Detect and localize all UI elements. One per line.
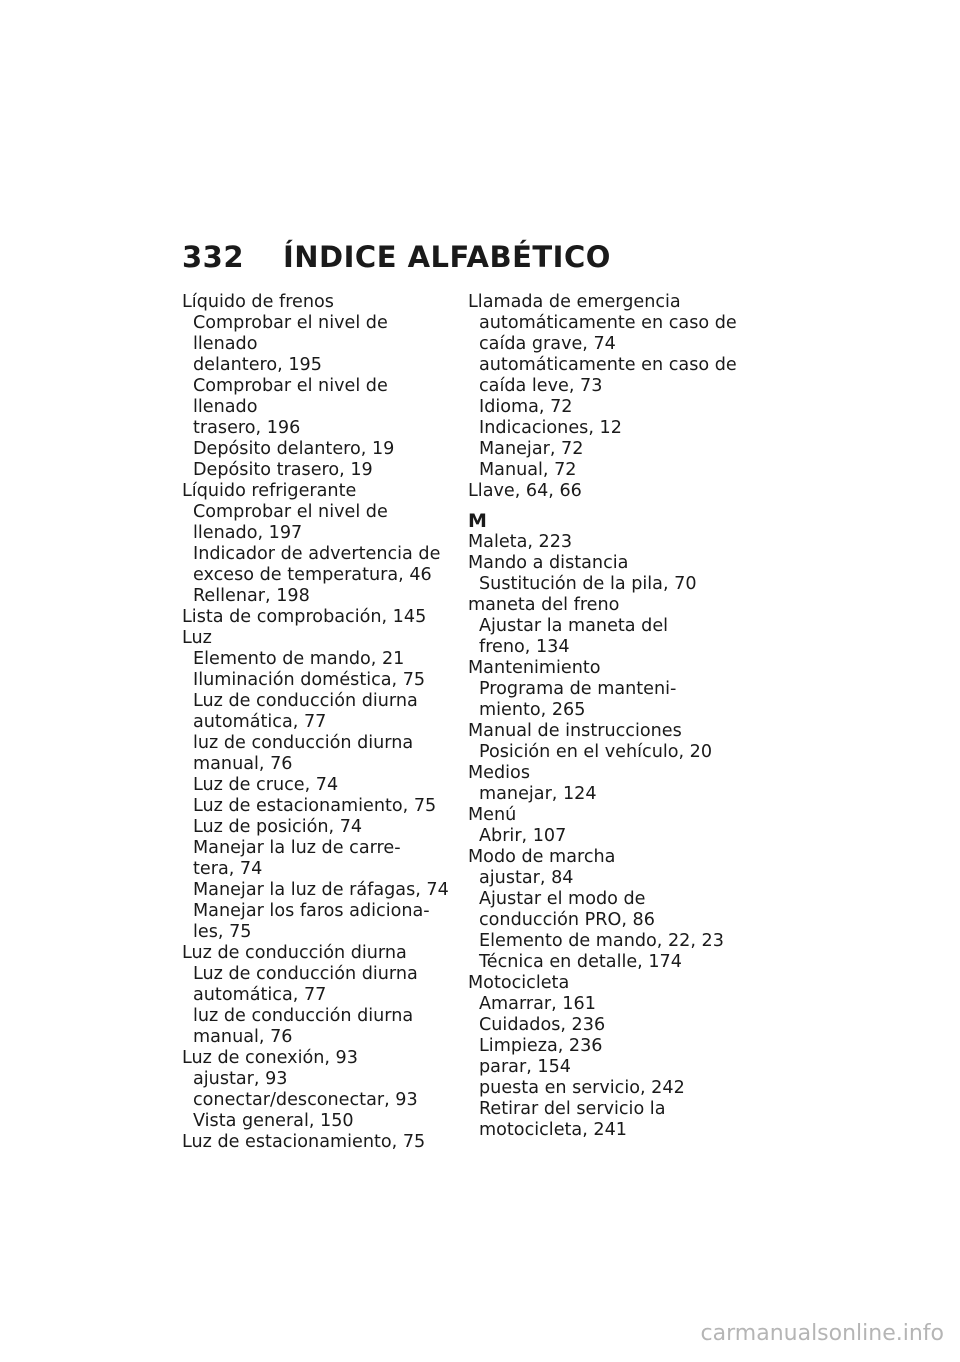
index-subentry: Limpieza, 236 [479, 1036, 603, 1056]
index-entry [468, 847, 740, 973]
index-subentry: Técnica en detalle, 174 [479, 952, 682, 972]
index-entry-term: maneta del freno [468, 595, 620, 615]
index-subentry: Elemento de mando, 22, 23 [479, 931, 724, 951]
index-entry-term: Líquido de frenos [182, 292, 334, 312]
index-entry [468, 805, 740, 847]
index-subentry: Indicador de advertencia de [193, 544, 441, 564]
index-entry [468, 481, 740, 502]
index-subentry: Elemento de mando, 21 [193, 649, 405, 669]
index-subentry: caída leve, 73 [479, 376, 603, 396]
index-subentry: Comprobar el nivel de llenado [193, 313, 388, 354]
index-subentry: Manejar la luz de carre- [193, 838, 401, 858]
index-entry-term: Líquido refrigerante [182, 481, 357, 501]
index-entry [468, 721, 740, 763]
index-entry [182, 628, 454, 943]
index-entry-term: Llamada de emergencia [468, 292, 681, 312]
index-subentry: manejar, 124 [479, 784, 597, 804]
watermark: carmanualsonline.info [700, 1321, 944, 1346]
index-entry-term: Menú [468, 805, 517, 825]
index-subentry: miento, 265 [479, 700, 586, 720]
index-subentry: delantero, 195 [193, 355, 322, 375]
index-subentry: Rellenar, 198 [193, 586, 310, 606]
index-entry [468, 658, 740, 721]
index-subentry: les, 75 [193, 922, 252, 942]
index-subentry: manual, 76 [193, 1027, 293, 1047]
index-entry [182, 607, 454, 628]
index-subentry: ajustar, 84 [479, 868, 574, 888]
index-subentry: Ajustar la maneta del [479, 616, 669, 636]
index-subentry: parar, 154 [479, 1057, 571, 1077]
index-subentry: Vista general, 150 [193, 1111, 354, 1131]
index-subentry: Manejar la luz de ráfagas, 74 [193, 880, 449, 900]
index-entry-term: Modo de marcha [468, 847, 616, 867]
index-entry-term: Mantenimiento [468, 658, 601, 678]
index-entry [468, 553, 740, 595]
index-subentry: Programa de manteni- [479, 679, 677, 699]
index-subentry: automáticamente en caso de [479, 313, 737, 333]
index-subentry: ajustar, 93 [193, 1069, 288, 1089]
index-entry [182, 1048, 454, 1132]
page-number: 332 [182, 240, 245, 274]
index-subentry: conducción PRO, 86 [479, 910, 655, 930]
index-subentry: Abrir, 107 [479, 826, 567, 846]
index-subentry: Manual, 72 [479, 460, 577, 480]
index-subentry: Amarrar, 161 [479, 994, 596, 1014]
index-subentry: automática, 77 [193, 712, 327, 732]
index-entry [468, 292, 740, 481]
index-subentry: Comprobar el nivel de llenado [193, 376, 388, 417]
index-entry-term: Llave, 64, 66 [468, 481, 582, 501]
index-subentry: puesta en servicio, 242 [479, 1078, 685, 1098]
index-entry [468, 763, 740, 805]
index-subentry: exceso de temperatura, 46 [193, 565, 432, 585]
index-entry [182, 292, 454, 481]
index-subentry: automáticamente en caso de [479, 355, 737, 375]
index-entry [468, 973, 740, 1141]
index-entry [182, 481, 454, 607]
index-subentry: Comprobar el nivel de [193, 502, 388, 522]
index-subentry: Depósito trasero, 19 [193, 460, 373, 480]
page-header [182, 240, 611, 274]
index-column-left [182, 292, 454, 1153]
index-entry [182, 943, 454, 1048]
index-subentry: Iluminación doméstica, 75 [193, 670, 426, 690]
index-column-right [468, 292, 740, 1141]
index-entry-term: Luz de estacionamiento, 75 [182, 1132, 426, 1152]
index-entry-term: Lista de comprobación, 145 [182, 607, 427, 627]
index-subentry: Manejar los faros adiciona- [193, 901, 430, 921]
index-subentry: Ajustar el modo de [479, 889, 646, 909]
index-subentry: caída grave, 74 [479, 334, 616, 354]
index-subentry: Indicaciones, 12 [479, 418, 622, 438]
index-subentry: manual, 76 [193, 754, 293, 774]
index-entry [468, 595, 740, 658]
index-subentry: conectar/desconectar, 93 [193, 1090, 418, 1110]
index-subentry: freno, 134 [479, 637, 570, 657]
index-subentry: llenado, 197 [193, 523, 303, 543]
index-subentry: Luz de cruce, 74 [193, 775, 339, 795]
index-subentry: luz de conducción diurna [193, 733, 414, 753]
index-subentry: Luz de conducción diurna [193, 691, 418, 711]
page-title: ÍNDICE ALFABÉTICO [283, 240, 611, 274]
index-entry-term: Mando a distancia [468, 553, 629, 573]
index-entry-term: Manual de instrucciones [468, 721, 682, 741]
index-entry-term: Luz de conexión, 93 [182, 1048, 358, 1068]
index-subentry: Cuidados, 236 [479, 1015, 606, 1035]
index-entry-term: Motocicleta [468, 973, 570, 993]
index-entry-term: Luz [182, 628, 212, 648]
index-subentry: Depósito delantero, 19 [193, 439, 395, 459]
index-subentry: Manejar, 72 [479, 439, 584, 459]
index-subentry: automática, 77 [193, 985, 327, 1005]
index-subentry: motocicleta, 241 [479, 1120, 627, 1140]
index-subentry: tera, 74 [193, 859, 263, 879]
index-subentry: Posición en el vehículo, 20 [479, 742, 713, 762]
index-subentry: Luz de conducción diurna [193, 964, 418, 984]
index-subentry: Idioma, 72 [479, 397, 573, 417]
index-entry-term: Maleta, 223 [468, 532, 573, 552]
index-subentry: Sustitución de la pila, 70 [479, 574, 697, 594]
index-entry [468, 532, 740, 553]
index-subentry: Retirar del servicio la [479, 1099, 666, 1119]
index-subentry: Luz de posición, 74 [193, 817, 363, 837]
index-subentry: trasero, 196 [193, 418, 301, 438]
index-entry-term: Medios [468, 763, 530, 783]
index-letter-heading: M [468, 510, 487, 532]
index-entry [182, 1132, 454, 1153]
index-entry-term: Luz de conducción diurna [182, 943, 407, 963]
index-subentry: Luz de estacionamiento, 75 [193, 796, 437, 816]
index-subentry: luz de conducción diurna [193, 1006, 414, 1026]
